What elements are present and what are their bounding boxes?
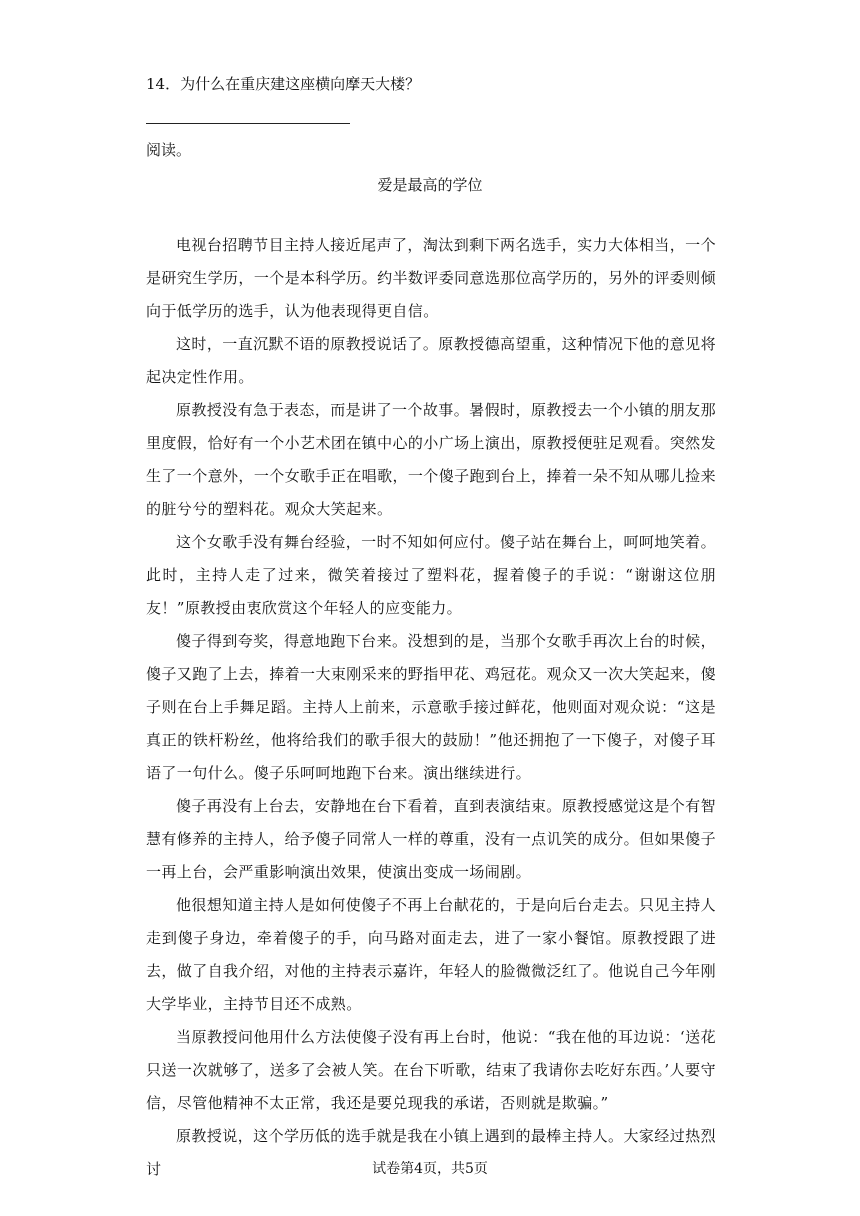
paragraph: 他很想知道主持人是如何使傻子不再上台献花的，于是向后台走去。只见主持人走到傻子身边，牵着傻子的手，向马路对面走去，进了一家小餐馆。原教授跟了进去，做了自我介绍，对他的主持表示嘉许，年轻人的脸微微泛红了。他说自己今年刚大学毕业，主持节目还不成熟。: [146, 896, 716, 1013]
paragraph: 这时，一直沉默不语的原教授说话了。原教授德高望重，这种情况下他的意见将起决定性作用。: [146, 335, 716, 386]
reading-label: 阅读。: [146, 141, 192, 159]
paragraph: 这个女歌手没有舞台经验，一时不知如何应付。傻子站在舞台上，呵呵地笑着。此时，主持人走了过来，微笑着接过了塑料花，握着傻子的手说：“谢谢这位朋友！”原教授由衷欣赏这个年轻人的应变能力。: [146, 533, 716, 617]
paragraph: 傻子得到夸奖，得意地跑下台来。没想到的是，当那个女歌手再次上台的时候，傻子又跑了上去，捧着一大束刚采来的野指甲花、鸡冠花。观众又一次大笑起来，傻子则在台上手舞足蹈。主持人上前来，示意歌手接过鲜花，他则面对观众说：“这是真正的铁杆粉丝，他将给我们的歌手很大的鼓励！”他还拥抱了一下傻子，对傻子耳语了一句什么。傻子乐呵呵地跑下台来。演出继续进行。: [146, 632, 716, 782]
paragraph: 原教授说，这个学历低的选手就是我在小镇上遇到的最棒主持人。大家经过热烈讨: [146, 1127, 716, 1178]
paragraph: 电视台招聘节目主持人接近尾声了，淘汰到剩下两名选手，实力大体相当，一个是研究生学历，一个是本科学历。约半数评委同意选那位高学历的，另外的评委则倾向于低学历的选手，认为他表现得更自信。: [146, 236, 716, 320]
page-footer: 试卷第4页，共5页: [372, 1161, 488, 1177]
question-14: 14．为什么在重庆建这座横向摩天大楼？: [146, 75, 421, 93]
passage-body: [146, 229, 716, 1186]
paragraph: 当原教授问他用什么方法使傻子没有再上台时，他说：“我在他的耳边说：‘送花只送一次就够了，送多了会被人笑。在台下听歌，结束了我请你去吃好东西。’人要守信，尽管他精神不太正常，我还是要兑现我的承诺，否则就是欺骗。”: [146, 1028, 716, 1112]
paragraph: 原教授没有急于表态，而是讲了一个故事。暑假时，原教授去一个小镇的朋友那里度假，恰好有一个小艺术团在镇中心的小广场上演出，原教授便驻足观看。突然发生了一个意外，一个女歌手正在唱歌，一个傻子跑到台上，捧着一朵不知从哪儿捡来的脏兮兮的塑料花。观众大笑起来。: [146, 401, 716, 518]
answer-blank-line: [146, 123, 350, 124]
passage-title: 爱是最高的学位: [377, 176, 483, 194]
paragraph: 傻子再没有上台去，安静地在台下看着，直到表演结束。原教授感觉这是个有智慧有修养的主持人，给予傻子同常人一样的尊重，没有一点讥笑的成分。但如果傻子一再上台，会严重影响演出效果，使演出变成一场闹剧。: [146, 797, 716, 881]
